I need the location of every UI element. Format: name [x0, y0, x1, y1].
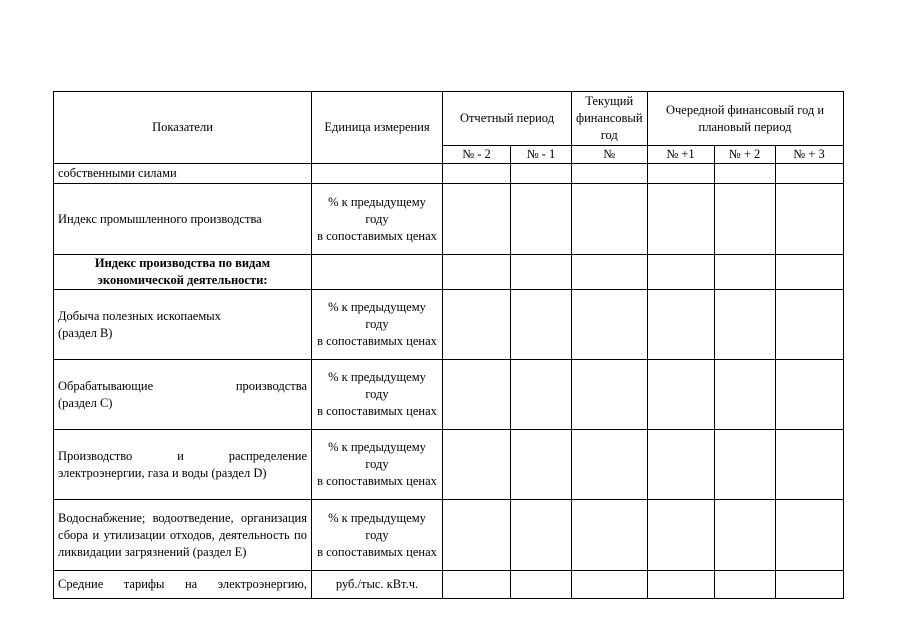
indicator-line: Добыча полезных ископаемых — [58, 308, 221, 323]
table-row — [54, 290, 844, 360]
unit-cell — [312, 184, 443, 255]
subcol-n-plus-2: № + 2 — [714, 146, 775, 164]
indicator-cell — [54, 290, 312, 360]
unit-cell — [312, 360, 443, 430]
unit-cell — [312, 255, 443, 290]
indicator-cell: Индекс производства по видам экономической деятельности: — [54, 255, 312, 290]
indicator-line: (раздел B) — [58, 325, 113, 340]
indicator-line: Средние тарифы на электроэнергию, — [58, 577, 307, 591]
unit-cell — [312, 430, 443, 500]
unit-line: в сопоставимых ценах — [317, 404, 437, 418]
indicator-cell — [54, 571, 312, 599]
header-unit: Единица измерения — [312, 92, 443, 164]
indicators-table — [53, 91, 844, 599]
subcol-n-plus-3: № + 3 — [775, 146, 843, 164]
unit-cell: руб./тыс. кВт.ч. — [312, 571, 443, 599]
subcol-n-minus-1: № - 1 — [511, 146, 572, 164]
header-indicators: Показатели — [54, 92, 312, 164]
unit-cell — [312, 290, 443, 360]
indicator-cell — [54, 360, 312, 430]
subcol-n-plus-1: № +1 — [647, 146, 714, 164]
table-row — [54, 184, 844, 255]
table-row — [54, 255, 844, 290]
unit-cell — [312, 500, 443, 571]
table-row — [54, 430, 844, 500]
header-row — [54, 92, 844, 146]
subcol-n-minus-2: № - 2 — [443, 146, 511, 164]
table-row — [54, 500, 844, 571]
indicator-line: (раздел C) — [58, 395, 113, 410]
unit-line: в сопоставимых ценах — [317, 474, 437, 488]
table-row — [54, 360, 844, 430]
header-current-year: Текущий финансовый год — [572, 92, 648, 146]
indicator-cell: Производство и распределение электроэнергии, газа и воды (раздел D) — [54, 430, 312, 500]
table-row — [54, 164, 844, 184]
unit-line: % к предыдущему году — [328, 194, 426, 226]
unit-line: в сопоставимых ценах — [317, 334, 437, 348]
indicator-cell: Индекс промышленного производства — [54, 184, 312, 255]
indicator-cell: Водоснабжение; водоотведение, организация сбора и утилизации отходов, деятельность по ликвидации загрязнений (раздел E) — [54, 500, 312, 571]
table-row — [54, 571, 844, 599]
subcol-n: № — [572, 146, 648, 164]
unit-line: % к предыдущему году — [328, 370, 426, 401]
header-planning-period: Очередной финансовый год и плановый период — [647, 92, 843, 146]
unit-line: % к предыдущему году — [328, 440, 426, 471]
unit-cell — [312, 164, 443, 184]
indicator-cell: собственными силами — [54, 164, 312, 184]
indicator-line: Обрабатывающие производства — [58, 378, 307, 393]
unit-line: в сопоставимых ценах — [317, 228, 437, 243]
unit-line: % к предыдущему году — [328, 510, 426, 542]
unit-line: в сопоставимых ценах — [317, 544, 437, 559]
header-reporting-period: Отчетный период — [443, 92, 572, 146]
unit-line: % к предыдущему году — [328, 300, 426, 331]
